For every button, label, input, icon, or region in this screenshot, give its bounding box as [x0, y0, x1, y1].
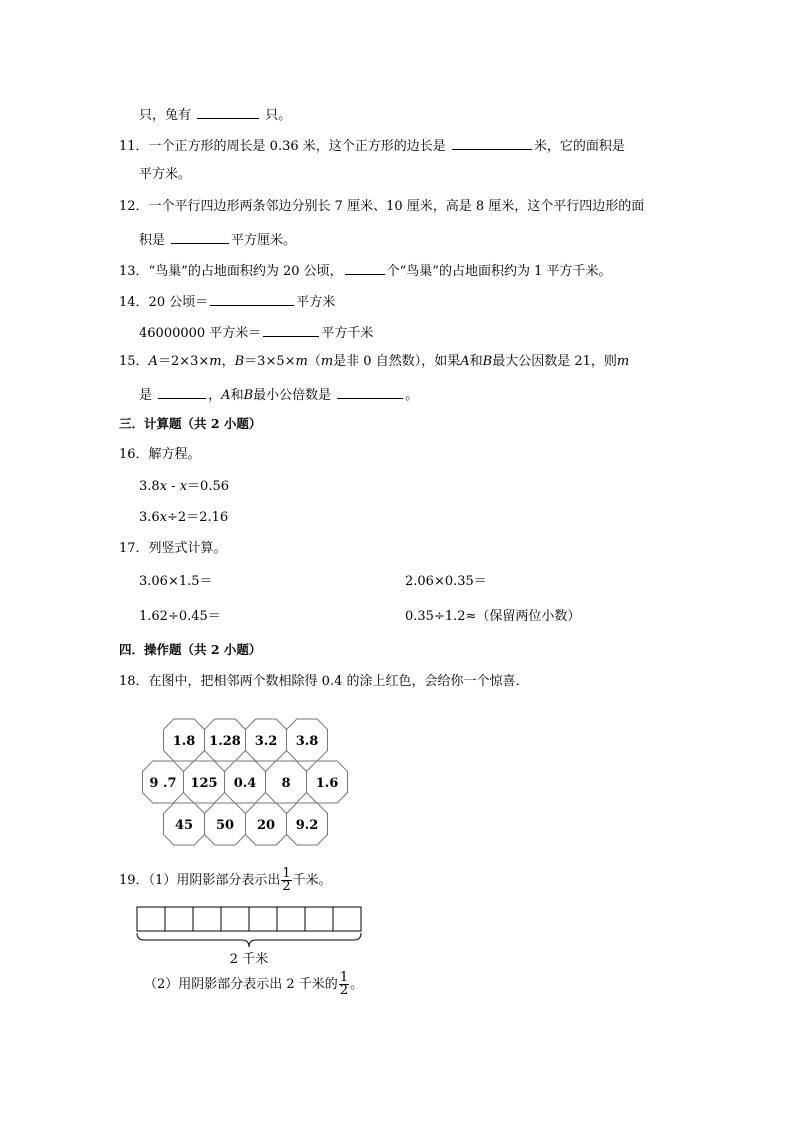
question-19-part2	[144, 972, 363, 998]
question-15	[119, 353, 629, 371]
var-m: m	[295, 354, 308, 369]
q15-text: ，	[221, 354, 235, 369]
fraction-numerator: 1	[339, 970, 349, 985]
eq-text: ＝0.56	[187, 479, 229, 494]
scale-bar-diagram	[130, 904, 370, 974]
q12-text-c: 平方厘米。	[231, 233, 297, 248]
hex-cell[interactable]	[205, 719, 246, 761]
equation-2	[139, 509, 228, 527]
q11-text-a: 一个正方形的周长是 0.36 米，这个正方形的边长是	[148, 139, 446, 154]
var-a: A	[460, 354, 470, 369]
hex-cell[interactable]	[307, 761, 348, 803]
question-number: 12．	[119, 199, 149, 214]
hex-value: 0.4	[233, 776, 257, 791]
hex-value: 50	[215, 818, 235, 833]
hex-cell[interactable]	[287, 719, 328, 761]
eq-text: ÷2＝2.16	[167, 510, 229, 525]
var-m: m	[320, 354, 334, 369]
q19-text: 千米。	[292, 873, 332, 888]
bar-cell[interactable]	[193, 907, 221, 931]
hex-value: 9 .7	[149, 776, 177, 791]
curly-brace	[137, 933, 361, 947]
hex-cell[interactable]	[287, 803, 328, 845]
q15-text: 最小公倍数是	[253, 388, 332, 403]
q18-title: 在图中，把相邻两个数相除得 0.4 的涂上红色，会给你一个惊喜．	[148, 674, 529, 689]
question-number: 19．	[119, 873, 149, 888]
var-a: A	[148, 354, 158, 369]
fraction-one-half	[339, 972, 349, 997]
question-13	[119, 260, 611, 281]
question-11-cont	[139, 166, 191, 184]
q15-text: （	[307, 354, 321, 369]
question-12	[119, 198, 644, 216]
q15-text: 是非 0 自然数），如果	[333, 354, 461, 369]
question-17	[119, 540, 227, 558]
var-a: A	[221, 388, 231, 403]
fraction-denominator: 2	[339, 983, 349, 998]
q12-text-b: 积是	[139, 233, 166, 248]
q10-text-b: 只。	[265, 108, 292, 123]
hex-value: 125	[190, 776, 218, 791]
section-heading-3: 三．计算题（共 2 小题）	[119, 416, 262, 431]
question-number: 18．	[119, 674, 149, 689]
q13-text-a: “鸟巢”的占地面积约为 20 公顷，	[148, 264, 343, 279]
q14-text-b: 平方米	[296, 295, 336, 310]
question-number: 13．	[119, 264, 149, 279]
var-x: x	[159, 479, 168, 494]
q15-text: 和	[469, 354, 483, 369]
var-m: m	[616, 354, 630, 369]
q15-text: 。	[405, 388, 419, 403]
hex-cell[interactable]	[143, 761, 184, 803]
hex-cell[interactable]	[266, 761, 307, 803]
bar-cell[interactable]	[165, 907, 193, 931]
var-b: B	[482, 354, 493, 369]
question-16	[119, 446, 201, 464]
q15-text: 是	[139, 388, 153, 403]
answer-blank[interactable]	[171, 229, 229, 244]
hex-value: 1.8	[172, 734, 196, 749]
bar-cell[interactable]	[137, 907, 165, 931]
hex-value: 20	[256, 818, 276, 833]
q14-text-c: 46000000 平方米＝	[139, 326, 262, 341]
calc-3: 1.62÷0.45＝	[139, 609, 221, 624]
section-heading-4: 四．操作题（共 2 小题）	[119, 642, 262, 657]
hex-value: 3.2	[254, 734, 278, 749]
hex-value: 1.28	[209, 734, 241, 749]
calc-4: 0.35÷1.2≈（保留两位小数）	[405, 609, 581, 624]
fraction-denominator: 2	[282, 879, 291, 894]
bar-cell[interactable]	[249, 907, 277, 931]
q11-text-c: 平方米。	[139, 167, 192, 182]
question-number: 11．	[119, 139, 149, 154]
question-number: 16．	[119, 447, 149, 462]
question-14-part2	[139, 322, 373, 343]
bar-cell[interactable]	[333, 907, 361, 931]
q14-text-a: 20 公顷＝	[148, 295, 209, 310]
hex-value: 45	[174, 818, 194, 833]
question-11	[119, 135, 625, 156]
scale-bar-cells[interactable]	[137, 907, 361, 931]
hex-value: 3.8	[295, 734, 319, 749]
q19-text: （2）用阴影部分表示出 2 千米的	[144, 977, 338, 992]
answer-blank[interactable]	[158, 384, 206, 399]
question-19	[119, 868, 332, 894]
var-m: m	[209, 354, 222, 369]
hexagon-grid	[135, 708, 375, 853]
eq-text: 3.8	[139, 479, 160, 494]
q16-title: 解方程。	[148, 447, 201, 462]
hex-cell[interactable]	[164, 719, 205, 761]
q10-tail	[139, 104, 291, 125]
scale-label: 2 千米	[229, 952, 269, 967]
answer-blank[interactable]	[263, 322, 319, 337]
var-b: B	[234, 354, 245, 369]
hex-value: 8	[281, 776, 291, 791]
bar-cell[interactable]	[221, 907, 249, 931]
q15-text: ＝2×3×	[157, 354, 210, 369]
var-x: x	[179, 479, 188, 494]
fraction-one-half	[281, 868, 291, 893]
question-number: 14．	[119, 295, 149, 310]
q19-text: 。	[350, 977, 364, 992]
q14-text-d: 平方千米	[321, 326, 374, 341]
answer-blank[interactable]	[210, 291, 294, 306]
hex-cell[interactable]	[225, 761, 266, 803]
equation-1	[139, 478, 229, 496]
hex-cell[interactable]	[246, 803, 287, 845]
q15-text: 和	[230, 388, 244, 403]
calc-2: 2.06×0.35＝	[405, 574, 487, 589]
q13-text-b: 个“鸟巢”的占地面积约为 1 平方千米。	[386, 264, 612, 279]
hex-cell[interactable]	[164, 803, 205, 845]
bar-cell[interactable]	[277, 907, 305, 931]
hex-value: 1.6	[315, 776, 339, 791]
q12-text-a: 一个平行四边形两条邻边分别长 7 厘米、10 厘米，高是 8 厘米，这个平行四边形的面	[148, 199, 645, 214]
question-15-cont	[139, 384, 418, 405]
hex-cell[interactable]	[205, 803, 246, 845]
q17-title: 列竖式计算。	[148, 541, 227, 556]
q15-text: ，	[208, 388, 222, 403]
answer-blank[interactable]	[345, 260, 385, 275]
question-12-cont	[139, 229, 296, 250]
question-14	[119, 291, 335, 312]
q15-text: ＝3×5×	[244, 354, 296, 369]
question-number: 17．	[119, 541, 149, 556]
bar-cell[interactable]	[305, 907, 333, 931]
eq-text: -	[167, 479, 180, 494]
var-x: x	[159, 510, 168, 525]
q15-text: 最大公因数是 21，则	[492, 354, 617, 369]
q19-text: （1）用阴影部分表示出	[148, 873, 281, 888]
answer-blank[interactable]	[337, 384, 403, 399]
question-number: 15．	[119, 354, 149, 369]
question-18	[119, 673, 529, 691]
calc-1: 3.06×1.5＝	[139, 574, 213, 589]
q11-text-b: 米，它的面积是	[533, 139, 625, 154]
hex-cell[interactable]	[184, 761, 225, 803]
answer-blank[interactable]	[452, 135, 532, 150]
fraction-numerator: 1	[282, 866, 291, 881]
eq-text: 3.6	[139, 510, 160, 525]
hex-cell[interactable]	[246, 719, 287, 761]
q10-text-a: 只，兔有	[139, 108, 192, 123]
answer-blank[interactable]	[197, 104, 259, 119]
hex-value: 9.2	[295, 818, 319, 833]
var-b: B	[243, 388, 254, 403]
